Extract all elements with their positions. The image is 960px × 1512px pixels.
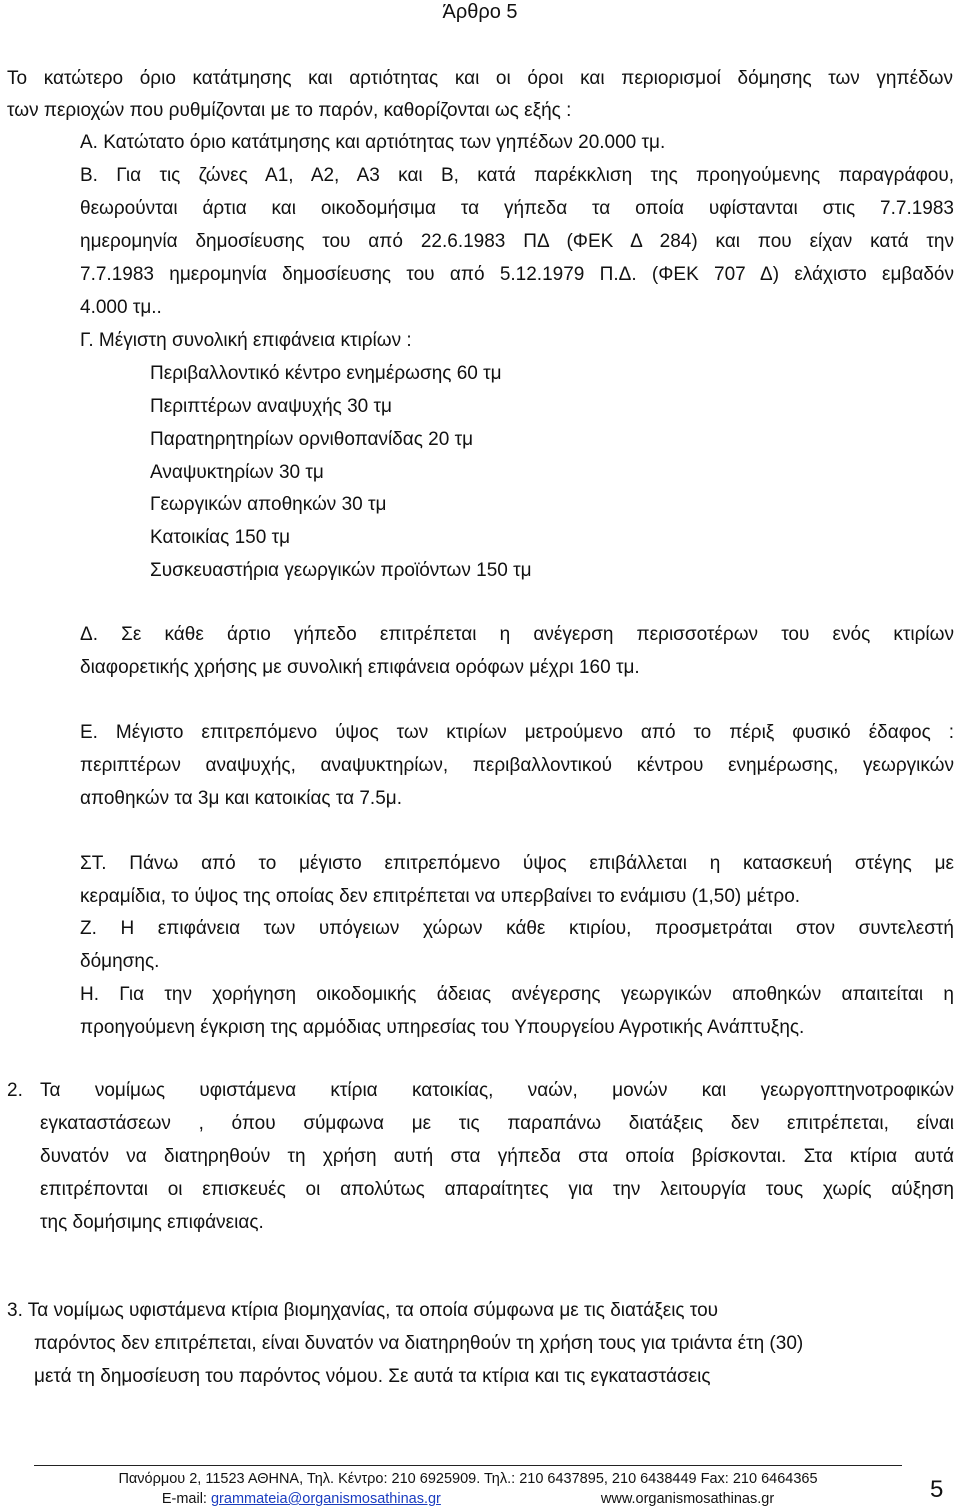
clause-e-line: περιπτέρων αναψυχής, αναψυκτηρίων, περιβαλλοντικού κέντρου ενημέρωσης, γεωργικών (80, 755, 954, 776)
footer-email-link[interactable]: grammateia@organismosathinas.gr (210, 1491, 441, 1507)
footer-contact (34, 1490, 902, 1508)
paragraph-2-line: εγκαταστάσεων , όπου σύμφωνα με τις παραπάνω διατάξεις δεν επιτρέπεται, είναι (40, 1113, 954, 1134)
paragraph-2-line: της δομήσιμης επιφάνειας. (40, 1212, 264, 1233)
clause-z-line: δόμησης. (80, 951, 160, 972)
paragraph-2-line: δυνατόν να διατηρηθούν τη χρήση αυτή στα γήπεδα στα οποία βρίσκονται. Στα κτίρια αυτά (40, 1146, 954, 1167)
footer-address: Πανόρμου 2, 11523 ΑΘΗΝΑ, Τηλ. Κέντρο: 210 6925909. Τηλ.: 210 6437895, 210 6438449 Fax: 210 6464365 (118, 1471, 818, 1487)
paragraph-3-line: μετά τη δημοσίευση του παρόντος νόμου. Σε αυτά τα κτίρια και τις εγκαταστάσεις (34, 1366, 711, 1387)
building-area-item: Περιβαλλοντικό κέντρο ενημέρωσης 60 τμ (150, 363, 502, 384)
building-area-item: Περιπτέρων αναψυχής 30 τμ (150, 396, 392, 417)
clause-st-line: κεραμίδια, το ύψος της οποίας δεν επιτρέπεται να υπερβαίνει το ενάμισυ (1,50) μέτρο. (80, 886, 801, 907)
clause-h-line: προηγούμενη έγκριση της αρμόδιας υπηρεσίας του Υπουργείου Αγροτικής Ανάπτυξης. (80, 1017, 805, 1038)
paragraph-3-line: 3. Τα νομίμως υφιστάμενα κτίρια βιομηχανίας, τα οποία σύμφωνα με τις διατάξεις του (7, 1300, 719, 1321)
clause-d-line: Δ. Σε κάθε άρτιο γήπεδο επιτρέπεται η ανέγερση περισσοτέρων του ενός κτιρίων (80, 624, 954, 645)
clause-b-line: 4.000 τμ.. (80, 297, 162, 318)
building-area-item: Κατοικίας 150 τμ (150, 527, 291, 548)
clause-b-line: 7.7.1983 ημερομηνία δημοσίευσης του από 5.12.1979 Π.Δ. (ΦΕΚ 707 Δ) ελάχιστο εμβαδόν (80, 264, 954, 285)
clause-b-line: θεωρούνται άρτια και οικοδομήσιμα τα γήπεδα τα οποία υφίστανται στις 7.7.1983 (80, 198, 954, 219)
paragraph-3-line: παρόντος δεν επιτρέπεται, είναι δυνατόν να διατηρηθούν τη χρήση τους για τριάντα έτη (30) (34, 1333, 804, 1354)
intro-line: Το κατώτερο όριο κατάτμησης και αρτιότητας και οι όροι και περιορισμοί δόμησης των γηπέδων (7, 68, 953, 89)
clause-b-line: ημερομηνία δημοσίευσης του από 22.6.1983 ΠΔ (ΦΕΚ Δ 284) και που είχαν κατά την (80, 231, 954, 252)
paragraph-2-line: επιτρέπονται οι επισκευές οι απολύτως απαραίτητες για την λειτουργία τους χωρίς αύξηση (40, 1179, 954, 1200)
page-number: 5 (930, 1476, 944, 1503)
building-area-item: Συσκευαστήρια γεωργικών προϊόντων 150 τμ (150, 560, 532, 581)
clause-b-line: Β. Για τις ζώνες Α1, Α2, Α3 και Β, κατά παρέκκλιση της προηγούμενης παραγράφου, (80, 165, 954, 186)
footer-divider (34, 1465, 902, 1466)
clause-st-line: ΣΤ. Πάνω από το μέγιστο επιτρεπόμενο ύψος επιβάλλεται η κατασκευή στέγης με (80, 853, 954, 874)
article-title: Άρθρο 5 (442, 1, 518, 23)
footer-website[interactable]: www.organismosathinas.gr (600, 1491, 775, 1507)
paragraph-2-number: 2. (7, 1080, 23, 1101)
clause-d-line: διαφορετικής χρήσης με συνολική επιφάνεια ορόφων μέχρι 160 τμ. (80, 657, 640, 678)
building-area-item: Αναψυκτηρίων 30 τμ (150, 462, 324, 483)
intro-line: των περιοχών που ρυθμίζονται με το παρόν, καθορίζονται ως εξής : (7, 100, 572, 121)
footer-email-label: E-mail: (161, 1491, 211, 1507)
paragraph-2-line: Τα νομίμως υφιστάμενα κτίρια κατοικίας, ναών, μονών και γεωργοπτηνοτροφικών (40, 1080, 954, 1101)
building-area-item: Παρατηρητηρίων ορνιθοπανίδας 20 τμ (150, 429, 474, 450)
clause-c-heading: Γ. Μέγιστη συνολική επιφάνεια κτιρίων : (80, 330, 412, 351)
clause-h-line: Η. Για την χορήγηση οικοδομικής άδειας ανέγερσης γεωργικών αποθηκών απαιτείται η (80, 984, 954, 1005)
clause-e-line: Ε. Μέγιστο επιτρεπόμενο ύψος των κτιρίων μετρούμενο από το πέριξ φυσικό έδαφος : (80, 722, 954, 743)
clause-e-line: αποθηκών τα 3μ και κατοικίας τα 7.5μ. (80, 788, 403, 809)
clause-z-line: Ζ. Η επιφάνεια των υπόγειων χώρων κάθε κτιρίου, προσμετράται στον συντελεστή (80, 918, 954, 939)
clause-a: Α. Κατώτατο όριο κατάτμησης και αρτιότητας των γηπέδων 20.000 τμ. (80, 132, 666, 153)
building-area-item: Γεωργικών αποθηκών 30 τμ (150, 494, 387, 515)
